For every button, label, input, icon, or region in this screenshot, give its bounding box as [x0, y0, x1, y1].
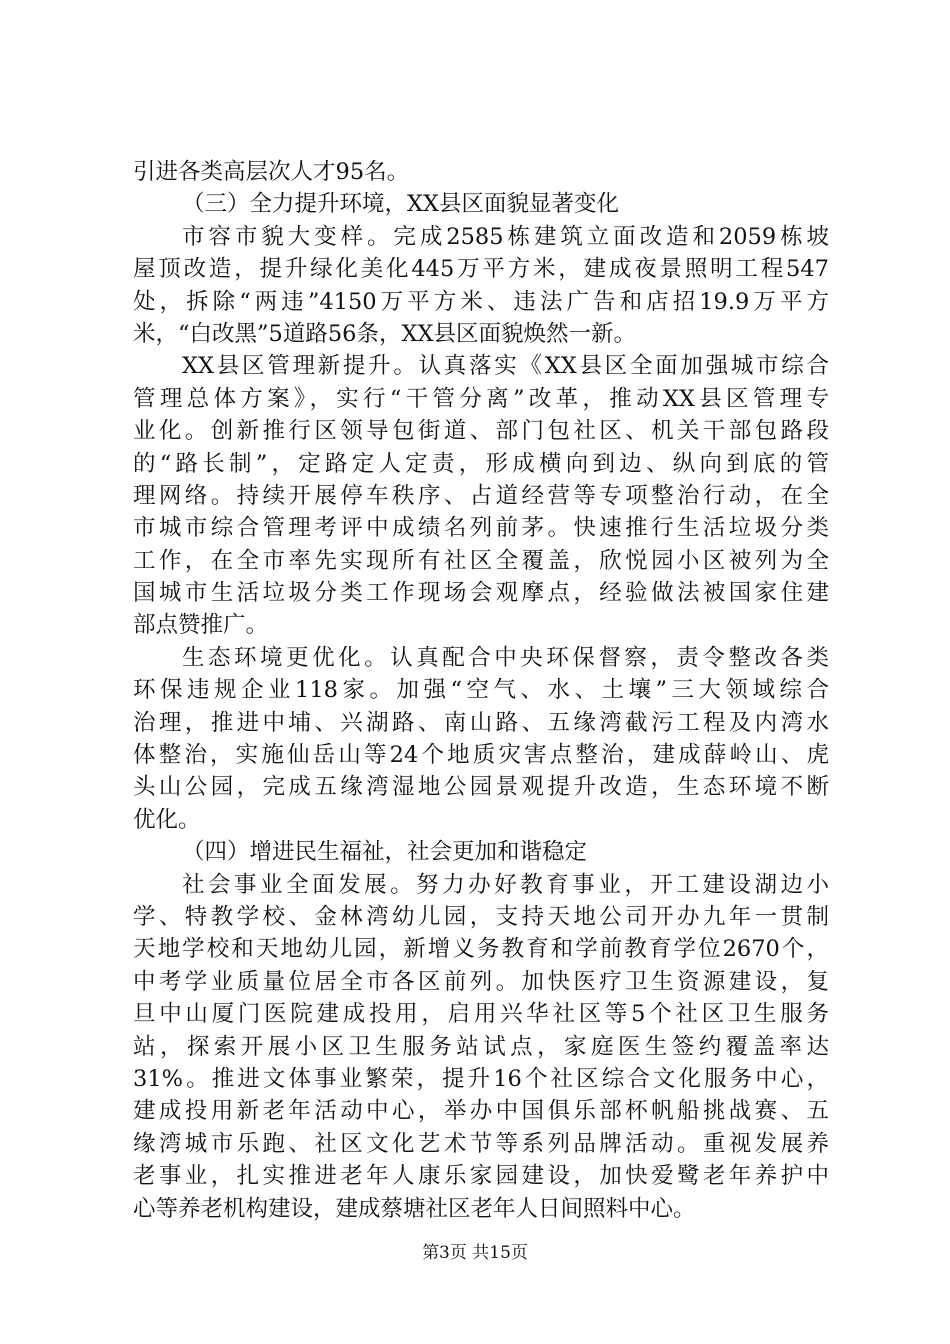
page-number: 第3页 共15页 [422, 1243, 528, 1263]
text-line: 旦中山厦门医院建成投用，启用兴华社区等5个社区卫生服务 [133, 1001, 829, 1028]
text-line: 治理，推进中埔、兴湖路、南山路、五缘湾截污工程及内湾水 [133, 709, 829, 736]
text-line: 体整治，实施仙岳山等24个地质灾害点整治，建成薛岭山、虎 [133, 742, 829, 769]
text-line: 31%。推进文体事业繁荣，提升16个社区综合文化服务中心， [133, 1065, 829, 1092]
text-line: 市城市综合管理考评中成绩名列前茅。快速推行生活垃圾分类 [133, 515, 829, 542]
document-body [133, 156, 829, 1225]
text-line: 业化。创新推行区领导包街道、部门包社区、机关干部包路段 [133, 418, 829, 445]
text-line: 部点赞推广。 [133, 612, 269, 639]
text-line: 头山公园，完成五缘湾湿地公园景观提升改造，生态环境不断 [133, 774, 829, 801]
text-line: 缘湾城市乐跑、社区文化艺术节等系列品牌活动。重视发展养 [133, 1130, 829, 1157]
text-line: 引进各类高层次人才95名。 [133, 159, 410, 185]
text-line: 国城市生活垃圾分类工作现场会观摩点，经验做法被国家住建 [133, 580, 829, 607]
text-line: 屋顶改造，提升绿化美化445万平方米，建成夜景照明工程547 [133, 256, 829, 283]
text-line: 处，拆除“两违”4150万平方米、违法广告和店招19.9万平方 [133, 288, 829, 315]
section-heading: （三）全力提升环境，XX县区面貌显著变化 [182, 191, 620, 218]
text-line: 米，“白改黑”5道路56条，XX县区面貌焕然一新。 [133, 320, 636, 347]
text-line: 天地学校和天地幼儿园，新增义务教育和学前教育学位2670个， [133, 936, 829, 963]
text-line: 的“路长制”，定路定人定责，形成横向到边、纵向到底的管 [133, 450, 829, 477]
text-line: 心等养老机构建设，建成蔡塘社区老年人日间照料中心。 [133, 1195, 696, 1222]
text-line: 中考学业质量位居全市各区前列。加快医疗卫生资源建设，复 [133, 968, 829, 995]
text-line: 社会事业全面发展。努力办好教育事业，开工建设湖边小 [182, 871, 829, 898]
text-line: 理网络。持续开展停车秩序、占道经营等专项整治行动，在全 [133, 482, 829, 509]
text-line: 环保违规企业118家。加强“空气、水、土壤”三大领域综合 [133, 677, 829, 704]
section-heading: （四）增进民生福祉，社会更加和谐稳定 [182, 839, 588, 866]
text-line: 优化。 [133, 806, 201, 833]
text-line: 建成投用新老年活动中心，举办中国俱乐部杯帆船挑战赛、五 [133, 1098, 829, 1125]
text-line: 管理总体方案》，实行“干管分离”改革，推动XX县区管理专 [133, 385, 829, 412]
text-line: 老事业，扎实推进老年人康乐家园建设，加快爱鹭老年养护中 [133, 1163, 829, 1190]
text-line: 市容市貌大变样。完成2585栋建筑立面改造和2059栋坡 [182, 223, 829, 250]
text-line: 学、特教学校、金林湾幼儿园，支持天地公司开办九年一贯制 [133, 903, 829, 930]
text-line: 生态环境更优化。认真配合中央环保督察，责令整改各类 [182, 644, 829, 671]
text-line: 工作，在全市率先实现所有社区全覆盖，欣悦园小区被列为全 [133, 547, 829, 574]
text-line: XX县区管理新提升。认真落实《XX县区全面加强城市综合 [182, 353, 829, 380]
text-line: 站，探索开展小区卫生服务站试点，家庭医生签约覆盖率达 [133, 1033, 829, 1060]
